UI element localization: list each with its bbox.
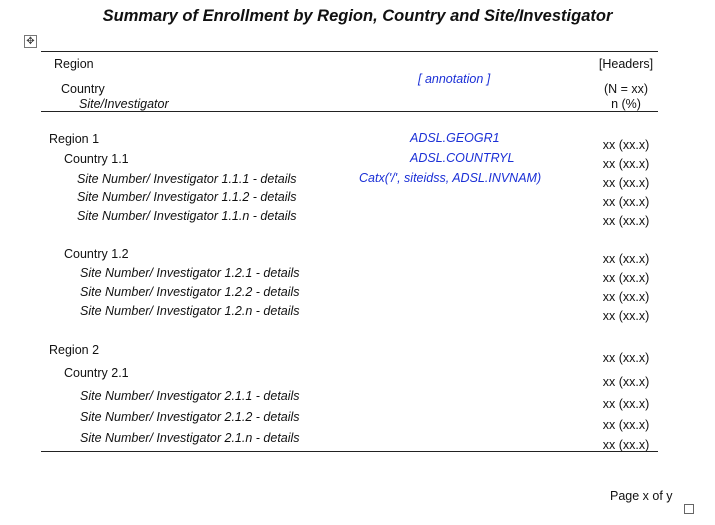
row-site-2-1-n: Site Number/ Investigator 2.1.n - details — [80, 431, 300, 445]
page-title: Summary of Enrollment by Region, Country and Site/Investigator — [102, 7, 613, 25]
value-site-1-2-n: xx (xx.x) — [602, 309, 650, 323]
row-site-2-1-2: Site Number/ Investigator 2.1.2 - details — [80, 410, 300, 424]
row-country-1-2: Country 1.2 — [64, 247, 129, 261]
resize-icon[interactable] — [684, 504, 694, 514]
value-site-2-1-2: xx (xx.x) — [602, 418, 650, 432]
row-country-1-1: Country 1.1 — [64, 152, 129, 166]
row-site-1-2-n: Site Number/ Investigator 1.2.n - details — [80, 304, 300, 318]
header-region: Region — [54, 57, 94, 71]
header-bottom-rule — [41, 111, 658, 112]
value-site-1-1-1: xx (xx.x) — [602, 176, 650, 190]
header-annotation: [ annotation ] — [418, 72, 491, 86]
header-column-label: [Headers] — [598, 57, 654, 71]
row-site-1-2-1: Site Number/ Investigator 1.2.1 - details — [80, 266, 300, 280]
value-country-1-2: xx (xx.x) — [602, 252, 650, 266]
row-site-2-1-1: Site Number/ Investigator 2.1.1 - details — [80, 389, 300, 403]
value-site-2-1-1: xx (xx.x) — [602, 397, 650, 411]
row-site-1-1-2: Site Number/ Investigator 1.1.2 - details — [77, 190, 297, 204]
row-site-1-1-n: Site Number/ Investigator 1.1.n - details — [77, 209, 297, 223]
table-bottom-rule — [41, 451, 658, 452]
header-site: Site/Investigator — [79, 97, 169, 111]
value-site-1-2-1: xx (xx.x) — [602, 271, 650, 285]
value-site-1-1-n: xx (xx.x) — [602, 214, 650, 228]
row-site-1-2-2: Site Number/ Investigator 1.2.2 - details — [80, 285, 300, 299]
table-top-rule — [41, 51, 658, 52]
move-icon[interactable]: ✥ — [24, 35, 37, 48]
value-region-1: xx (xx.x) — [602, 138, 650, 152]
header-country: Country — [61, 82, 105, 96]
annotation-region-1: ADSL.GEOGR1 — [410, 131, 500, 145]
page-number: Page x of y — [610, 489, 673, 503]
header-n-count: (N = xx) — [603, 82, 649, 96]
header-n-percent: n (%) — [611, 97, 641, 111]
value-site-1-1-2: xx (xx.x) — [602, 195, 650, 209]
annotation-site-1-1-1: Catx('/', siteidss, ADSL.INVNAM) — [359, 171, 542, 185]
value-country-2-1: xx (xx.x) — [602, 375, 650, 389]
row-site-1-1-1: Site Number/ Investigator 1.1.1 - details — [77, 172, 297, 186]
value-site-1-2-2: xx (xx.x) — [602, 290, 650, 304]
value-site-2-1-n: xx (xx.x) — [602, 438, 650, 452]
value-country-1-1: xx (xx.x) — [602, 157, 650, 171]
value-region-2: xx (xx.x) — [602, 351, 650, 365]
row-region-1: Region 1 — [49, 132, 100, 146]
row-country-2-1: Country 2.1 — [64, 366, 129, 380]
row-region-2: Region 2 — [49, 343, 100, 357]
annotation-country-1-1: ADSL.COUNTRYL — [410, 151, 515, 165]
